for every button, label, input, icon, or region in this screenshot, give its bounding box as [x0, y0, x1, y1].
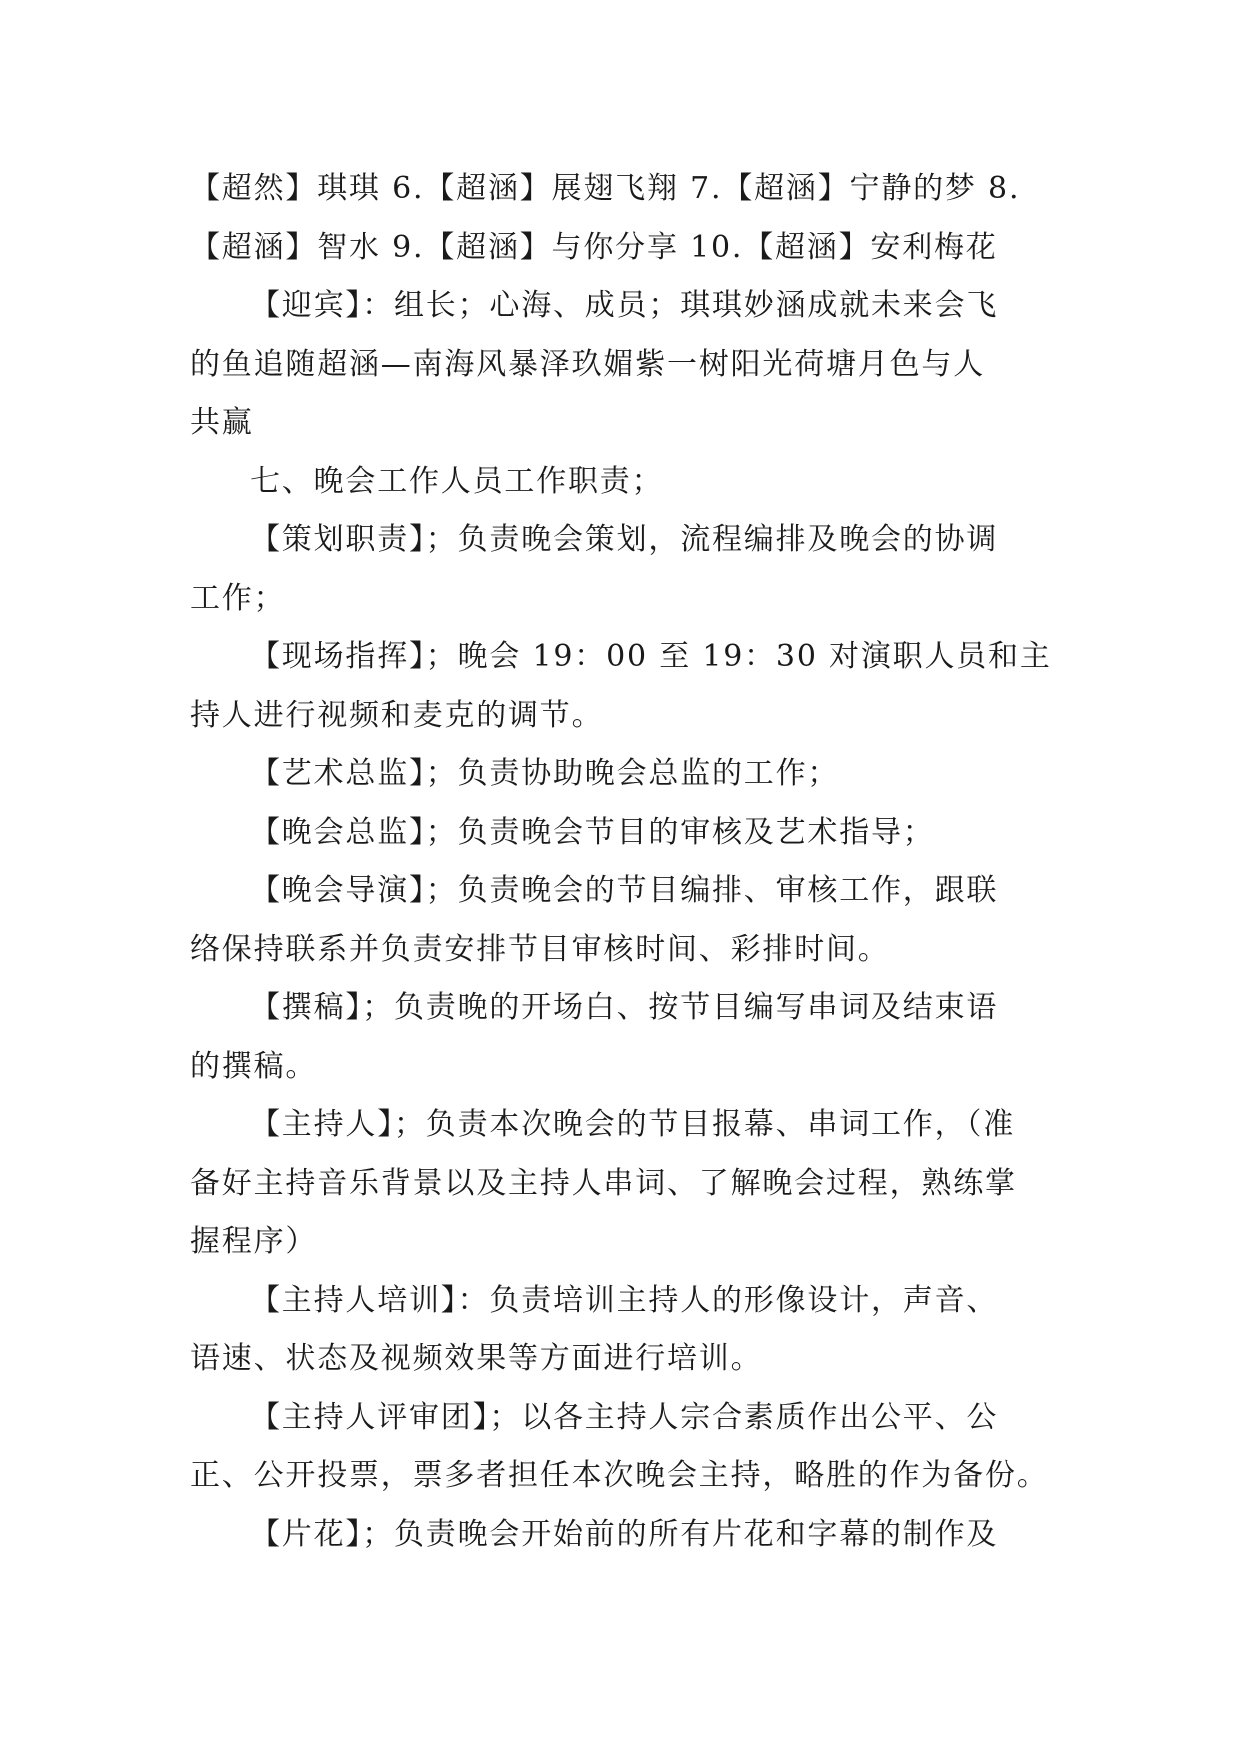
- text-line-1: 【超然】琪琪 6.【超涵】展翅飞翔 7.【超涵】宁静的梦 8.: [190, 171, 1021, 206]
- text-line-2: 【超涵】智水 9.【超涵】与你分享 10.【超涵】安利梅花: [190, 229, 998, 265]
- text-line-12: 【晚会总监】；负责晚会节目的审核及艺术指导；: [250, 814, 935, 850]
- text-line-20: 【主持人培训】：负责培训主持人的形像设计，声音、: [250, 1282, 999, 1318]
- text-line-19: 握程序）: [190, 1224, 318, 1259]
- section-heading: 七、晚会工作人员工作职责；: [250, 463, 664, 499]
- text-line-8: 工作；: [190, 580, 286, 616]
- text-line-22: 【主持人评审团】；以各主持人宗合素质作出公平、公: [250, 1399, 999, 1435]
- text-line-15: 【撰稿】；负责晚的开场白、按节目编写串词及结束语: [250, 990, 999, 1025]
- text-line-7: 【策划职责】；负责晚会策划，流程编排及晚会的协调: [250, 522, 999, 557]
- text-line-18: 备好主持音乐背景以及主持人串词、了解晚会过程，熟练掌: [190, 1165, 1017, 1201]
- document-body: [190, 160, 1052, 1564]
- text-line-9: 【现场指挥】；晚会 19：00 至 19：30 对演职人员和主: [250, 639, 1052, 674]
- text-line-11: 【艺术总监】；负责协助晚会总监的工作；: [250, 756, 840, 791]
- text-line-4: 的鱼追随超涵—南海风暴泽玖媚紫一树阳光荷塘月色与人: [190, 346, 985, 382]
- text-line-3: 【迎宾】：组长；心海、成员；琪琪妙涵成就未来会飞: [250, 288, 999, 323]
- text-line-23: 正、公开投票，票多者担任本次晚会主持，略胜的作为备份。: [190, 1458, 1049, 1493]
- text-line-17: 【主持人】；负责本次晚会的节目报幕、串词工作，（准: [250, 1107, 1015, 1142]
- text-line-21: 语速、状态及视频效果等方面进行培训。: [190, 1341, 763, 1376]
- text-line-10: 持人进行视频和麦克的调节。: [190, 697, 604, 733]
- text-line-16: 的撰稿。: [190, 1048, 318, 1084]
- text-line-14: 络保持联系并负责安排节目审核时间、彩排时间。: [190, 931, 890, 967]
- text-line-13: 【晚会导演】；负责晚会的节目编排、审核工作，跟联: [250, 873, 999, 908]
- text-line-24: 【片花】；负责晚会开始前的所有片花和字幕的制作及: [250, 1516, 999, 1552]
- text-line-5: 共赢: [190, 405, 254, 440]
